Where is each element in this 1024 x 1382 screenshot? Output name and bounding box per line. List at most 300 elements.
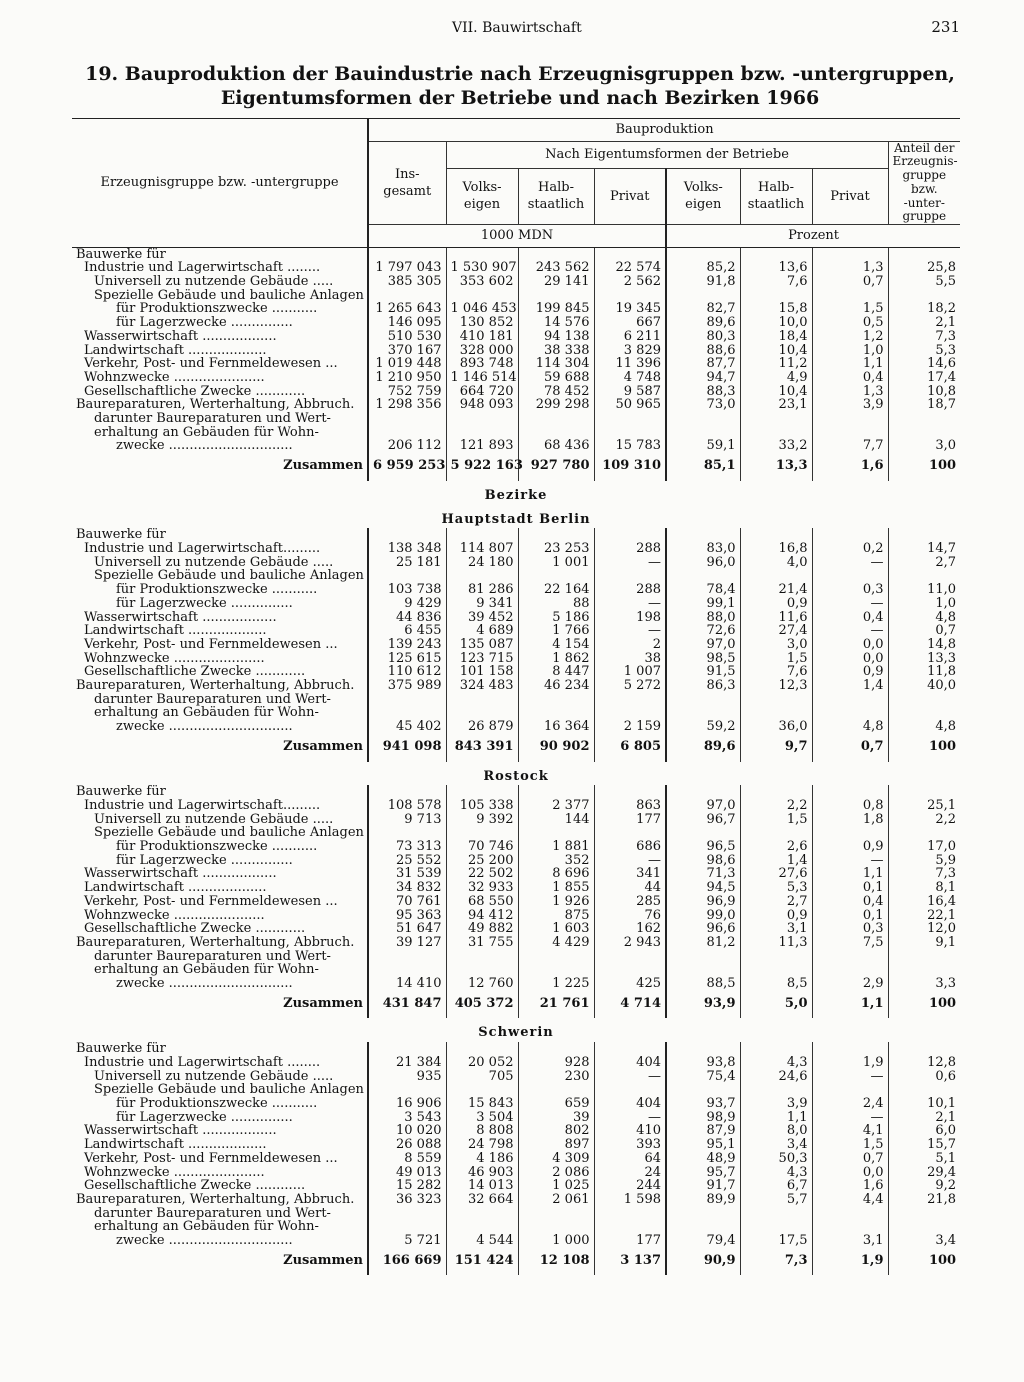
table-row [72, 679, 960, 693]
value-cell [666, 1207, 740, 1221]
value-cell [446, 1042, 518, 1056]
value-cell: 114 304 [518, 357, 594, 371]
value-cell: 86,3 [666, 679, 740, 693]
value-cell: 667 [594, 316, 666, 330]
value-cell: 1,1 [812, 357, 888, 371]
total-row [72, 453, 960, 481]
value-cell [446, 1207, 518, 1221]
value-cell: 1,9 [812, 1056, 888, 1070]
table-row [72, 357, 960, 371]
value-cell: 14 013 [446, 1179, 518, 1193]
row-label: zwecke .............................. [116, 439, 293, 454]
value-cell: 46 903 [446, 1166, 518, 1180]
value-cell: 3,3 [888, 977, 960, 991]
table-row [72, 693, 960, 707]
value-cell: 328 000 [446, 344, 518, 358]
value-cell: 89,9 [666, 1193, 740, 1207]
value-cell: 1,0 [888, 597, 960, 611]
value-cell [518, 1207, 594, 1221]
value-cell: 11,8 [888, 665, 960, 679]
value-cell: 94,5 [666, 881, 740, 895]
value-cell: — [594, 1070, 666, 1084]
value-cell [368, 247, 446, 261]
value-cell [666, 528, 740, 542]
value-cell: 36 323 [368, 1193, 446, 1207]
value-cell: 2 377 [518, 799, 594, 813]
table-title-line-1: 19. Bauproduktion der Bauindustrie nach Erzeugnisgruppen bzw. -untergruppen, [85, 63, 955, 85]
value-cell: 0,9 [812, 840, 888, 854]
row-label: für Lagerzwecke ............... [116, 596, 293, 611]
value-cell: 73 313 [368, 840, 446, 854]
value-cell: 4 309 [518, 1152, 594, 1166]
row-label: darunter Baureparaturen und Wert- [94, 1206, 331, 1221]
value-cell: 8,5 [740, 977, 812, 991]
value-cell: 59 688 [518, 371, 594, 385]
value-cell: 89,6 [666, 316, 740, 330]
value-cell: 18,4 [740, 330, 812, 344]
value-cell: 24 [594, 1166, 666, 1180]
value-cell [666, 289, 740, 303]
value-cell: 68 436 [518, 439, 594, 453]
value-cell: 0,0 [812, 1166, 888, 1180]
row-label: für Lagerzwecke ............... [116, 316, 293, 330]
table-row [72, 826, 960, 840]
value-cell: 4,8 [888, 611, 960, 625]
value-cell: 0,0 [812, 638, 888, 652]
table-row [72, 1138, 960, 1152]
row-label: Spezielle Gebäude und bauliche Anlagen [94, 569, 364, 584]
value-cell [666, 963, 740, 977]
row-label: Universell zu nutzende Gebäude ..... [94, 555, 334, 570]
value-cell: 24 180 [446, 556, 518, 570]
value-cell: 76 [594, 909, 666, 923]
value-cell: 752 759 [368, 385, 446, 399]
total-value-cell: 13,3 [740, 453, 812, 481]
value-cell: 21,4 [740, 583, 812, 597]
value-cell: 22 164 [518, 583, 594, 597]
value-cell: 88,3 [666, 385, 740, 399]
value-cell [740, 693, 812, 707]
halbstaatlich-abs-header: Halb- staatlich [518, 168, 594, 224]
table-row [72, 963, 960, 977]
value-cell: 98,6 [666, 854, 740, 868]
value-cell: 5 272 [594, 679, 666, 693]
value-cell [594, 247, 666, 261]
value-cell [666, 412, 740, 426]
total-value-cell: 100 [888, 453, 960, 481]
value-cell: 2,6 [740, 840, 812, 854]
value-cell [368, 1220, 446, 1234]
value-cell: 0,1 [812, 909, 888, 923]
value-cell: 125 615 [368, 652, 446, 666]
value-cell [446, 693, 518, 707]
value-cell: 375 989 [368, 679, 446, 693]
value-cell: 99,1 [666, 597, 740, 611]
value-cell: 25,8 [888, 261, 960, 275]
value-cell: 8 696 [518, 867, 594, 881]
value-cell [446, 247, 518, 261]
value-cell: 5,5 [888, 275, 960, 289]
value-cell [888, 1042, 960, 1056]
row-label: Bauwerke für [76, 247, 166, 262]
value-cell: 0,9 [812, 665, 888, 679]
value-cell: 103 738 [368, 583, 446, 597]
value-cell: 0,4 [812, 895, 888, 909]
value-cell: 8,0 [740, 1124, 812, 1138]
row-label: für Produktionszwecke ........... [116, 302, 318, 317]
value-cell: 0,8 [812, 799, 888, 813]
value-cell: 12,8 [888, 1056, 960, 1070]
value-cell: 138 348 [368, 542, 446, 556]
row-label: für Lagerzwecke ............... [116, 853, 293, 868]
value-cell [518, 528, 594, 542]
value-cell [812, 1207, 888, 1221]
value-cell: 27,4 [740, 624, 812, 638]
value-cell [666, 1083, 740, 1097]
table-row [72, 1166, 960, 1180]
table-row [72, 439, 960, 453]
value-cell: 0,0 [812, 652, 888, 666]
value-cell: 0,9 [740, 597, 812, 611]
total-row [72, 991, 960, 1019]
total-value-cell: 90,9 [666, 1248, 740, 1276]
value-cell: 87,9 [666, 1124, 740, 1138]
value-cell: 2 061 [518, 1193, 594, 1207]
value-cell [740, 950, 812, 964]
value-cell: 206 112 [368, 439, 446, 453]
value-cell: 5 186 [518, 611, 594, 625]
value-cell [594, 412, 666, 426]
value-cell [888, 1083, 960, 1097]
row-label: Wohnzwecke ...................... [84, 1165, 265, 1180]
value-cell [812, 412, 888, 426]
value-cell: 16,8 [740, 542, 812, 556]
value-cell: 2,2 [888, 813, 960, 827]
value-cell [812, 1083, 888, 1097]
value-cell: 59,1 [666, 439, 740, 453]
total-value-cell: 6 959 253 [368, 453, 446, 481]
value-cell [368, 950, 446, 964]
value-cell: 324 483 [446, 679, 518, 693]
table-row [72, 922, 960, 936]
value-cell: 40,0 [888, 679, 960, 693]
row-label: Industrie und Lagerwirtschaft ........ [84, 1055, 321, 1070]
total-value-cell: 100 [888, 1248, 960, 1276]
value-cell [740, 785, 812, 799]
value-cell: 4,3 [740, 1166, 812, 1180]
value-cell: 25 552 [368, 854, 446, 868]
value-cell [594, 1207, 666, 1221]
row-label: Landwirtschaft ................... [84, 624, 267, 638]
value-cell [812, 426, 888, 440]
value-cell [368, 289, 446, 303]
table-row [72, 799, 960, 813]
value-cell: 9 587 [594, 385, 666, 399]
value-cell: 1,5 [740, 652, 812, 666]
value-cell: 1 046 453 [446, 302, 518, 316]
value-cell [740, 528, 812, 542]
table-row [72, 854, 960, 868]
value-cell: 44 [594, 881, 666, 895]
value-cell: 45 402 [368, 720, 446, 734]
table-row [72, 583, 960, 597]
district-heading: Schwerin [478, 1025, 554, 1041]
value-cell: 1 298 356 [368, 398, 446, 412]
value-cell: 1,0 [812, 344, 888, 358]
value-cell: 1 797 043 [368, 261, 446, 275]
total-value-cell: 3 137 [594, 1248, 666, 1276]
value-cell: 88,0 [666, 611, 740, 625]
table-title-line-2: Eigentumsformen der Betriebe und nach Bezirken 1966 [220, 87, 820, 109]
value-cell [446, 826, 518, 840]
value-cell [888, 785, 960, 799]
row-label: Industrie und Lagerwirtschaft ........ [84, 261, 321, 276]
value-cell: 9 341 [446, 597, 518, 611]
value-cell: 14,6 [888, 357, 960, 371]
value-cell: — [812, 597, 888, 611]
value-cell: 425 [594, 977, 666, 991]
value-cell: 510 530 [368, 330, 446, 344]
row-label: Verkehr, Post- und Fernmeldewesen ... [84, 637, 338, 652]
value-cell: 17,5 [740, 1234, 812, 1248]
table-row [72, 247, 960, 261]
value-cell: 8 808 [446, 1124, 518, 1138]
value-cell: 96,7 [666, 813, 740, 827]
value-cell [368, 693, 446, 707]
table-row [72, 556, 960, 570]
value-cell: 70 761 [368, 895, 446, 909]
value-cell [740, 1207, 812, 1221]
value-cell [888, 289, 960, 303]
value-cell [812, 247, 888, 261]
value-cell: 0,4 [812, 371, 888, 385]
value-cell: 50 965 [594, 398, 666, 412]
value-cell: — [812, 624, 888, 638]
table-row [72, 624, 960, 638]
value-cell: 88,6 [666, 344, 740, 358]
value-cell: — [594, 624, 666, 638]
table-row [72, 1097, 960, 1111]
value-cell: 1,5 [740, 813, 812, 827]
value-cell: 105 338 [446, 799, 518, 813]
table-row [72, 261, 960, 275]
value-cell: 2 159 [594, 720, 666, 734]
row-label: erhaltung an Gebäuden für Wohn- [94, 706, 319, 721]
value-cell: 1 926 [518, 895, 594, 909]
value-cell: 15 783 [594, 439, 666, 453]
table-row [72, 385, 960, 399]
value-cell: 410 181 [446, 330, 518, 344]
value-cell: 11,2 [740, 357, 812, 371]
value-cell: 0,1 [812, 881, 888, 895]
value-cell [446, 289, 518, 303]
value-cell: 8 559 [368, 1152, 446, 1166]
value-cell: 7,5 [812, 936, 888, 950]
value-cell: 1 766 [518, 624, 594, 638]
value-cell: 78 452 [518, 385, 594, 399]
value-cell: 352 [518, 854, 594, 868]
value-cell: 1 225 [518, 977, 594, 991]
value-cell: 1 603 [518, 922, 594, 936]
value-cell [518, 247, 594, 261]
value-cell [666, 426, 740, 440]
value-cell: 4,3 [740, 1056, 812, 1070]
value-cell: 1,1 [740, 1111, 812, 1125]
value-cell: 24,6 [740, 1070, 812, 1084]
value-cell: 0,7 [812, 1152, 888, 1166]
value-cell: 875 [518, 909, 594, 923]
row-label: Bauwerke für [76, 528, 166, 542]
value-cell: 9 429 [368, 597, 446, 611]
table-row [72, 1070, 960, 1084]
value-cell: 10,1 [888, 1097, 960, 1111]
value-cell: 101 158 [446, 665, 518, 679]
value-cell: 15 282 [368, 1179, 446, 1193]
table-row [72, 867, 960, 881]
value-cell [518, 963, 594, 977]
value-cell: — [594, 854, 666, 868]
value-cell: 1 007 [594, 665, 666, 679]
value-cell [518, 569, 594, 583]
row-label: erhaltung an Gebäuden für Wohn- [94, 1220, 319, 1235]
table-row [72, 1056, 960, 1070]
total-value-cell: 4 714 [594, 991, 666, 1019]
value-cell: 17,0 [888, 840, 960, 854]
value-cell: 1 265 643 [368, 302, 446, 316]
statistics-table [72, 118, 960, 1275]
value-cell [518, 426, 594, 440]
row-label: Landwirtschaft ................... [84, 1138, 267, 1152]
value-cell: 3,0 [888, 439, 960, 453]
value-cell: 9,1 [888, 936, 960, 950]
value-cell: 1,2 [812, 330, 888, 344]
value-cell: 935 [368, 1070, 446, 1084]
table-row [72, 597, 960, 611]
total-value-cell: 5,0 [740, 991, 812, 1019]
total-value-cell: 1,9 [812, 1248, 888, 1276]
value-cell: 50,3 [740, 1152, 812, 1166]
value-cell: 1,1 [812, 867, 888, 881]
value-cell [518, 1220, 594, 1234]
value-cell: 1 000 [518, 1234, 594, 1248]
value-cell: 1 025 [518, 1179, 594, 1193]
value-cell [446, 963, 518, 977]
value-cell [518, 1042, 594, 1056]
total-value-cell: 9,7 [740, 734, 812, 762]
value-cell: 23,1 [740, 398, 812, 412]
value-cell: 0,6 [888, 1070, 960, 1084]
row-label: Wasserwirtschaft .................. [84, 329, 277, 344]
value-cell: 2,1 [888, 316, 960, 330]
value-cell: 393 [594, 1138, 666, 1152]
value-cell: 299 298 [518, 398, 594, 412]
value-cell [812, 289, 888, 303]
value-cell: 7,6 [740, 275, 812, 289]
value-cell: 68 550 [446, 895, 518, 909]
row-label: zwecke .............................. [116, 720, 293, 734]
value-cell: 15 843 [446, 1097, 518, 1111]
value-cell: 93,7 [666, 1097, 740, 1111]
value-cell: 928 [518, 1056, 594, 1070]
table-row [72, 569, 960, 583]
privat-abs-header: Privat [594, 168, 666, 224]
value-cell: 4 544 [446, 1234, 518, 1248]
total-value-cell: 1,1 [812, 991, 888, 1019]
value-cell [594, 693, 666, 707]
row-label: darunter Baureparaturen und Wert- [94, 412, 331, 426]
value-cell: 1 598 [594, 1193, 666, 1207]
value-cell [446, 528, 518, 542]
row-label: Wohnzwecke ...................... [84, 651, 265, 666]
value-cell [368, 528, 446, 542]
value-cell [368, 1207, 446, 1221]
value-cell: 2,1 [888, 1111, 960, 1125]
value-cell: 25,1 [888, 799, 960, 813]
privat-pct-header: Privat [812, 168, 888, 224]
value-cell: 79,4 [666, 1234, 740, 1248]
value-cell: 72,6 [666, 624, 740, 638]
value-cell: 4,1 [812, 1124, 888, 1138]
value-cell: 23 253 [518, 542, 594, 556]
value-cell [740, 426, 812, 440]
value-cell: 78,4 [666, 583, 740, 597]
value-cell: 97,0 [666, 799, 740, 813]
total-value-cell: 100 [888, 991, 960, 1019]
row-label: Universell zu nutzende Gebäude ..... [94, 812, 334, 827]
value-cell: 2,7 [740, 895, 812, 909]
value-cell [446, 569, 518, 583]
bezirke-heading: Bezirke [484, 487, 548, 503]
value-cell: 14 410 [368, 977, 446, 991]
value-cell: 1,3 [812, 261, 888, 275]
total-value-cell: 431 847 [368, 991, 446, 1019]
value-cell [812, 785, 888, 799]
value-cell [518, 412, 594, 426]
value-cell: 1 146 514 [446, 371, 518, 385]
value-cell: 20 052 [446, 1056, 518, 1070]
value-cell: 75,4 [666, 1070, 740, 1084]
total-label: Zusammen [283, 738, 363, 754]
value-cell [518, 693, 594, 707]
row-label: darunter Baureparaturen und Wert- [94, 692, 331, 707]
value-cell: 2 086 [518, 1166, 594, 1180]
value-cell [888, 426, 960, 440]
value-cell: 2,4 [812, 1097, 888, 1111]
value-cell: 34 832 [368, 881, 446, 895]
value-cell [888, 826, 960, 840]
value-cell: 18,7 [888, 398, 960, 412]
value-cell: 25 200 [446, 854, 518, 868]
table-row [72, 638, 960, 652]
value-cell [666, 693, 740, 707]
value-cell: 243 562 [518, 261, 594, 275]
table-row [72, 344, 960, 358]
value-cell: 370 167 [368, 344, 446, 358]
value-cell: 3,1 [812, 1234, 888, 1248]
value-cell: 71,3 [666, 867, 740, 881]
value-cell: 10,0 [740, 316, 812, 330]
value-cell: — [594, 1111, 666, 1125]
value-cell: 288 [594, 583, 666, 597]
value-cell: 99,0 [666, 909, 740, 923]
value-cell: 83,0 [666, 542, 740, 556]
anteil-header: Anteil der Erzeugnis- gruppe bzw. -unter- gruppe [888, 141, 960, 224]
value-cell: 18,2 [888, 302, 960, 316]
value-cell: 16 364 [518, 720, 594, 734]
table-row [72, 1220, 960, 1234]
value-cell: 6 211 [594, 330, 666, 344]
table-row [72, 1042, 960, 1056]
